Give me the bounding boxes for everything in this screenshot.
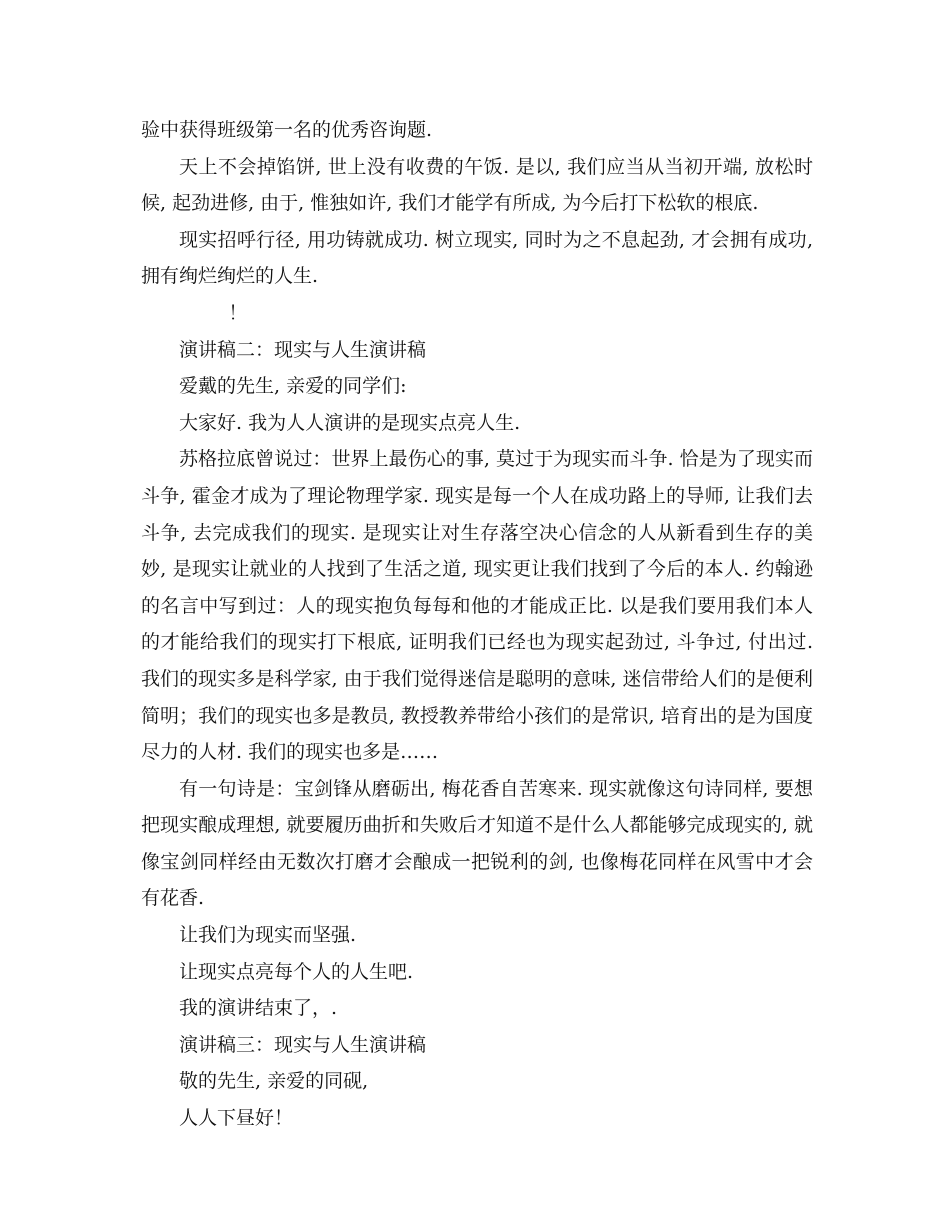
salutation: 敬的先生, 亲爱的同砚,	[179, 1070, 369, 1093]
document-body	[141, 112, 813, 1137]
paragraph: 天上不会掉馅饼, 世上没有收费的午饭. 是以, 我们应当从当初开端, 放松时候, 起劲进修, 由于, 惟独如许, 我们才能学有所成, 为今后打下松软的根底.	[141, 155, 813, 215]
greeting: 人人下昼好！	[179, 1107, 294, 1130]
paragraph: 现实招呼行径, 用功铸就成功. 树立现实, 同时为之不息起劲, 才会拥有成功, 拥有绚烂绚烂的人生.	[141, 228, 813, 288]
paragraph: 苏格拉底曾说过：世界上最伤心的事, 莫过于为现实而斗争. 恰是为了现实而斗争, 霍金才成为了理论物理学家. 现实是每一个人在成功路上的导师, 让我们去斗争, 去完成我们的现实. 是现实让对生存落空决心信念的人从新看到生存的美妙, 是现实让就业的人找到了生活之道, 现实更让我们找到了今后的本人. 约翰逊的名言中写到过：人的现实抱负每每和他的才能成正比. 以是我们要用我们本人的才能给我们的现实打下根底, 证明我们已经也为现实起劲过, 斗争过, 付出过. 我们的现实多是科学家, 由于我们觉得迷信是聪明的意味, 迷信带给人们的是便利简明；我们的现实也多是教员, 教授教养带给小孩们的是常识, 培育出的是为国度尽力的人材. 我们的现实也多是……	[141, 448, 813, 764]
paragraph: 让我们为现实而坚强.	[179, 924, 357, 947]
paragraph: 有一句诗是：宝剑锋从磨砺出, 梅花香自苦寒来. 现实就像这句诗同样, 要想把现实酿成理想, 就要履历曲折和失败后才知道不是什么人都能够完成现实的, 就像宝剑同样经由无数次打磨才会酿成一把锐利的剑, 也像梅花同样在风雪中才会有花香.	[141, 777, 813, 910]
salutation: 爱戴的先生, 亲爱的同学们:	[179, 375, 407, 398]
section-heading-speech-two: 演讲稿二：现实与人生演讲稿	[179, 338, 427, 361]
paragraph-continuation: 验中获得班级第一名的优秀咨询题.	[141, 119, 433, 141]
closing-line: 我的演讲结束了，.	[179, 997, 338, 1020]
greeting: 大家好. 我为人人演讲的是现实点亮人生.	[179, 411, 521, 434]
paragraph-exclamation: ！	[228, 301, 248, 324]
paragraph: 让现实点亮每个人的人生吧.	[179, 960, 414, 983]
section-heading-speech-three: 演讲稿三：现实与人生演讲稿	[179, 1033, 427, 1056]
